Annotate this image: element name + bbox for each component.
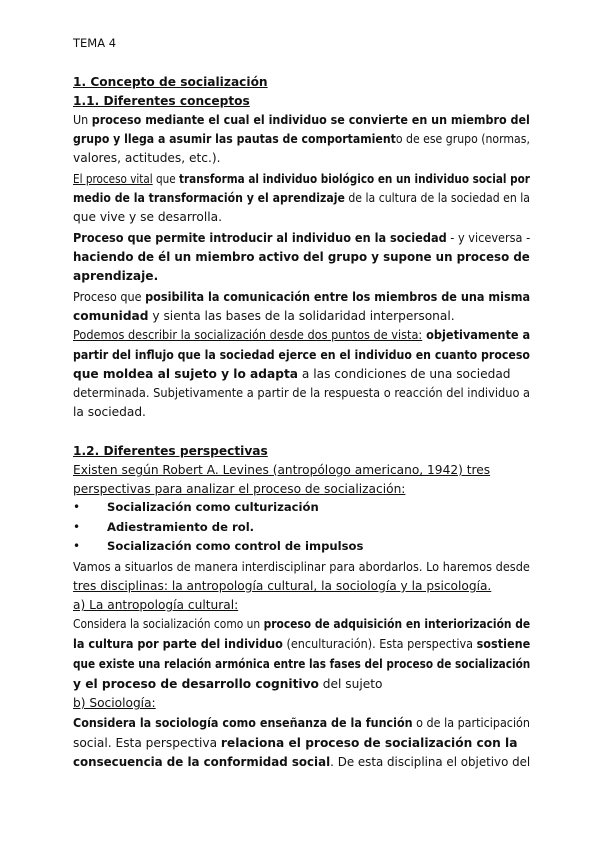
paragraph-2-line-1 xyxy=(73,170,530,189)
text-run-bold: relaciona el proceso de socialización con la xyxy=(220,736,518,750)
text-run-bold: la cultura por parte del individuo xyxy=(73,637,283,651)
text-run-bold: transforma al individuo biológico en un individuo social por xyxy=(179,172,530,186)
text-run-bold: consecuencia de la conformidad social xyxy=(73,755,331,769)
bullet-marker: • xyxy=(73,500,81,514)
text-run-bold: grupo y llega a asumir las pautas de comportamient xyxy=(73,132,396,146)
text-run-bold: que moldea al sujeto y lo adapta xyxy=(73,367,299,381)
paragraph-7-line-1: Vamos a situarlos de manera interdisciplinar para abordarlos. Lo haremos desde xyxy=(73,560,530,574)
bullet-item-2: Adiestramiento de rol. xyxy=(107,520,255,534)
bullet-item-1: Socialización como culturización xyxy=(107,500,319,514)
section-1-2-title: 1.2. Diferentes perspectivas xyxy=(73,444,268,458)
paragraph-8-line-3: que existe una relación armónica entre las fases del proceso de socialización xyxy=(73,657,531,671)
paragraph-1-line-1 xyxy=(73,111,530,130)
paragraph-6-line-2: perspectivas para analizar el proceso de socialización: xyxy=(73,482,406,496)
subsection-b-title: b) Sociología: xyxy=(73,696,156,710)
text-run: a las condiciones de una sociedad xyxy=(298,367,511,381)
text-run: (enculturación). Esta perspectiva xyxy=(282,637,477,651)
text-run-bold: Considera la sociología como enseñanza de la función xyxy=(73,716,413,730)
paragraph-3-line-1 xyxy=(73,229,530,248)
paragraph-5-line-4: determinada. Subjetivamente a partir de la respuesta o reacción del individuo a xyxy=(73,386,531,400)
text-run: o de ese grupo (normas, xyxy=(395,132,530,146)
text-run: de la cultura de la sociedad en la xyxy=(344,191,530,205)
text-run-bold: y el proceso de desarrollo cognitivo xyxy=(73,677,319,691)
paragraph-2-line-3: que vive y se desarrolla. xyxy=(73,210,222,224)
paragraph-4-line-1 xyxy=(73,288,530,307)
text-run: Un xyxy=(73,113,92,127)
paragraph-3-line-2: haciendo de él un miembro activo del grupo y supone un proceso de xyxy=(73,250,530,264)
paragraph-2-line-2 xyxy=(73,189,530,208)
section-1-title: 1. Concepto de socialización xyxy=(73,75,268,89)
paragraph-1-line-3: valores, actitudes, etc.). xyxy=(73,151,221,165)
text-run: social. Esta perspectiva xyxy=(73,736,221,750)
text-run-bold: posibilita la comunicación entre los miembros de una misma xyxy=(145,290,531,304)
text-run-bold: Proceso que permite introducir al individuo en la sociedad xyxy=(73,231,447,245)
text-run-underlined: El proceso vital xyxy=(73,172,153,186)
bullet-item-3: Socialización como control de impulsos xyxy=(107,539,364,553)
paragraph-3-line-3: aprendizaje. xyxy=(73,269,159,283)
paragraph-6-line-1: Existen según Robert A. Levines (antropólogo americano, 1942) tres xyxy=(73,463,491,477)
section-1-1-title: 1.1. Diferentes conceptos xyxy=(73,94,250,108)
text-run-bold: medio de la transformación y el aprendizaje xyxy=(73,191,345,205)
paragraph-7-line-2: tres disciplinas: la antropología cultural, la sociología y la psicología. xyxy=(73,579,492,593)
paragraph-8-line-1 xyxy=(73,615,530,634)
text-run: y sienta las bases de la solidaridad interpersonal. xyxy=(148,309,455,323)
paragraph-4-line-2 xyxy=(73,307,455,326)
text-run: Considera la socialización como un xyxy=(73,617,264,631)
text-run-bold: sostiene xyxy=(476,637,531,651)
bullet-marker: • xyxy=(73,539,81,553)
paragraph-9-line-3 xyxy=(73,753,530,772)
paragraph-5-line-3 xyxy=(73,365,511,384)
text-run: que xyxy=(152,172,180,186)
text-run: . De esta disciplina el objetivo del xyxy=(330,755,531,769)
paragraph-5-line-2: partir del influjo que la sociedad ejerce en el individuo en cuanto proceso xyxy=(73,348,530,362)
text-run: o de la participación xyxy=(412,716,530,730)
paragraph-8-line-2 xyxy=(73,635,530,654)
paragraph-8-line-4 xyxy=(73,675,382,694)
bullet-marker: • xyxy=(73,520,81,534)
text-run-bold: proceso de adquisición en interiorización de xyxy=(263,617,531,631)
subsection-a-title: a) La antropología cultural: xyxy=(73,598,239,612)
text-run-bold: comunidad xyxy=(73,309,149,323)
text-run-underlined: Podemos describir la socialización desde dos puntos de vista: xyxy=(73,328,423,342)
text-run: - y viceversa - xyxy=(446,231,531,245)
paragraph-1-line-2 xyxy=(73,130,530,149)
paragraph-9-line-2 xyxy=(73,734,517,753)
paragraph-5-line-1 xyxy=(73,326,530,345)
paragraph-9-line-1 xyxy=(73,714,530,733)
text-run: Proceso que xyxy=(73,290,146,304)
text-run-bold: objetivamente a xyxy=(422,328,531,342)
text-run: del sujeto xyxy=(318,677,383,691)
page-header: TEMA 4 xyxy=(73,36,117,50)
text-run-bold: proceso mediante el cual el individuo se convierte en un miembro del xyxy=(91,113,530,127)
paragraph-5-line-5: la sociedad. xyxy=(73,405,146,419)
